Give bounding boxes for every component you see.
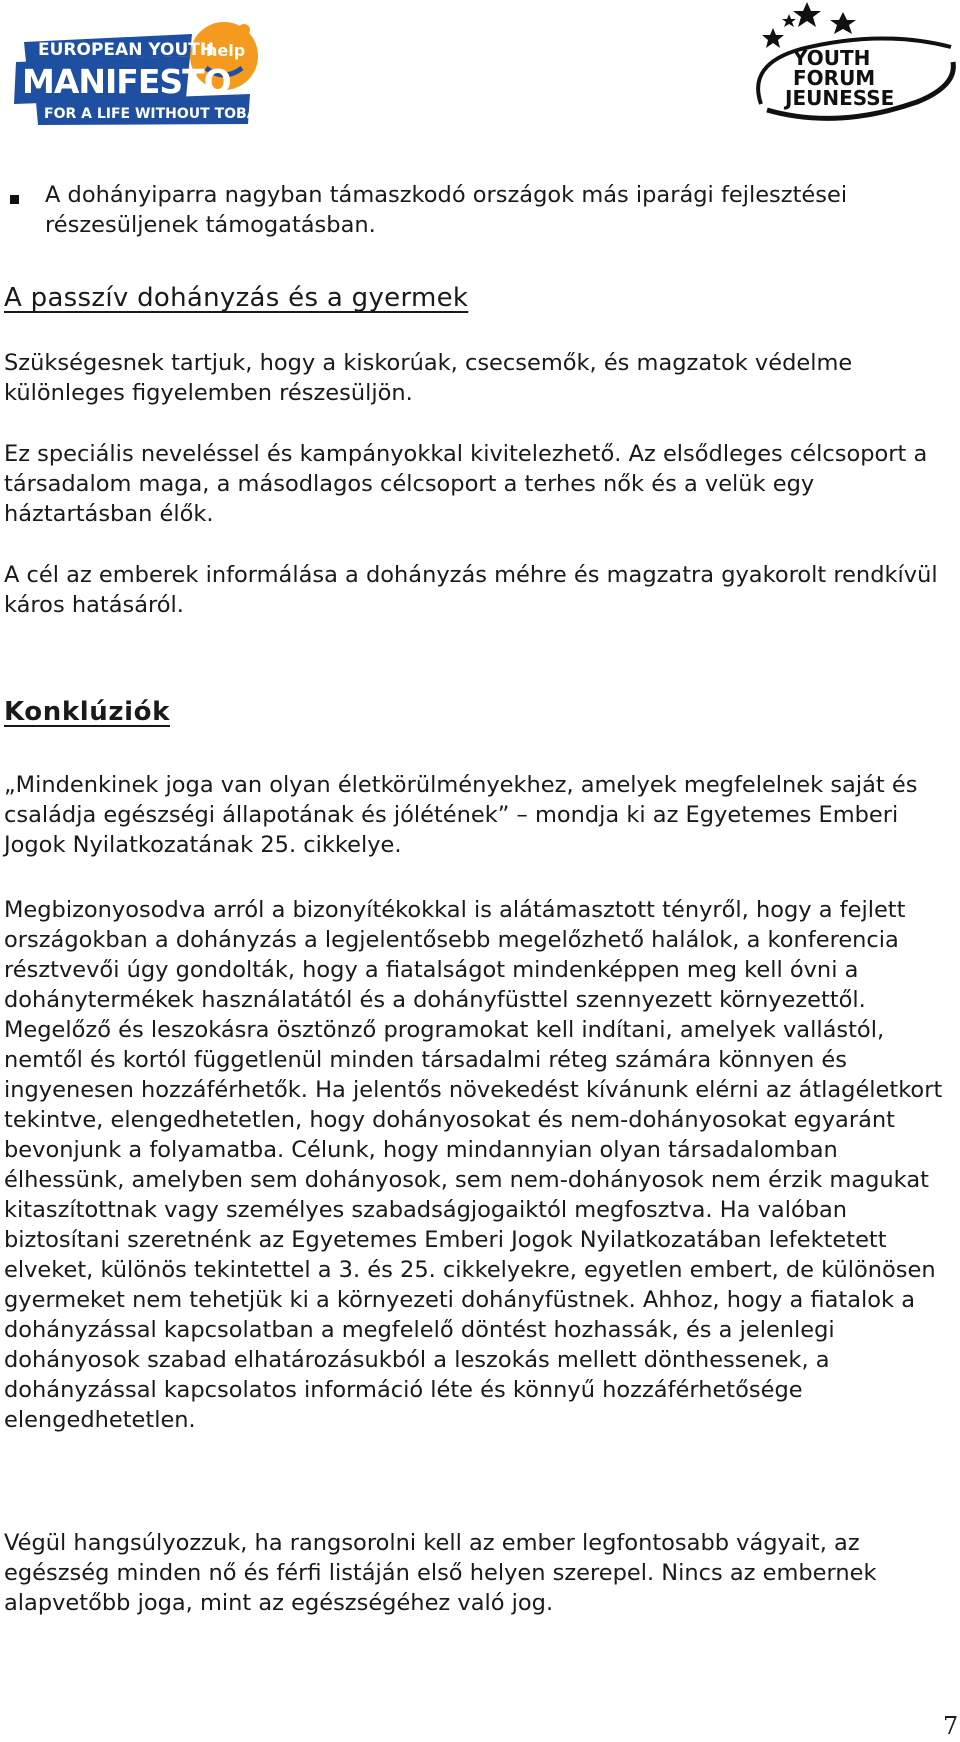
logo-left-line3: FOR A LIFE WITHOUT TOBACCO (44, 106, 290, 122)
logo-left-line1: EUROPEAN YOUTH (38, 40, 215, 60)
logo-right-line2: FORUM (793, 66, 876, 90)
logo-right-line1: YOUTH (793, 46, 871, 70)
bullet-text: A dohányiparra nagyban támaszkodó országok más iparági fejlesztései részesüljenek támogatásban. (45, 182, 848, 238)
square-bullet-icon (10, 195, 19, 204)
logo-right-line3: JEUNESSE (785, 86, 895, 110)
european-youth-manifesto-logo (14, 20, 290, 125)
paragraph: Szükségesnek tartjuk, hogy a kiskorúak, csecsemők, és magzatok védelme különleges figyelemben részesüljön. (4, 350, 853, 406)
logo-left-line2: MANIFESTO (22, 62, 231, 101)
page-number: 7 (943, 1712, 959, 1740)
paragraph: Ez speciális neveléssel és kampányokkal kivitelezhető. Az elsődleges célcsoport a társadalom maga, a másodlagos célcsoport a terhes nők és a velük egy háztartásban élők. (4, 441, 928, 527)
section-heading-passive-smoking: A passzív dohányzás és a gyermek (4, 283, 469, 313)
paragraph: Megbizonyosodva arról a bizonyítékokkal is alátámasztott tényről, hogy a fejlett országokban a dohányzás a legjelentősebb megelőzhető halálok, a konferencia résztvevői úgy gondolták, hogy a fiatalságot mindenképpen meg kell óvni a dohánytermékek használatától és a dohányfüsttel szennyezett környezettől. Megelőző és leszokásra ösztönző programokat kell indítani, amelyek vallástól, nemtől és kortól függetlenül minden társadalmi réteg számára könnyen és ingyenesen hozzáférhetők. Ha jelentős növekedést kívánunk elérni az átlagéletkort tekintve, elengedhetetlen, hogy dohányosokat és nem-dohányosokat egyaránt bevonjunk a folyamatba. Célunk, hogy mindannyian olyan társadalomban élhessünk, amelyben sem dohányosok, sem nem-dohányosok nem érzik magukat kitaszítottnak vagy személyes szabadságjogaiktól megfosztva. Ha valóban biztosítani szeretnénk az Egyetemes Emberi Jogok Nyilatkozatában lefektetett elveket, különös tekintettel a 3. és 25. cikkelyekre, egyetlen embert, de különösen gyermeket nem tehetjük ki a környezeti dohányfüstnek. Ahhoz, hogy a fiatalok a dohányzással kapcsolatban a megfelelő döntést hozhassák, és a jelenlegi dohányosok szabad elhatározásukból a leszokás mellett dönthessenek, a dohányzással kapcsolatos információ léte és könnyű hozzáférhetősége elengedhetetlen. (4, 897, 943, 1433)
quote-paragraph: „Mindenkinek joga van olyan életkörülményekhez, amelyek megfelelnek saját és családja egészségi állapotának és jólétének” – mondja ki az Egyetemes Emberi Jogok Nyilatkozatának 25. cikkelye. (4, 772, 918, 858)
section-heading-conclusions: Konklúziók (4, 697, 170, 727)
youth-forum-jeunesse-logo (755, 0, 955, 128)
paragraph: Végül hangsúlyozzuk, ha rangsorolni kell az ember legfontosabb vágyait, az egészség minden nő és férfi listáján első helyen szerepel. Nincs az embernek alapvetőbb joga, mint az egészségéhez való jog. (4, 1530, 877, 1616)
logo-left-badge: help (206, 41, 246, 60)
paragraph: A cél az emberek informálása a dohányzás méhre és magzatra gyakorolt rendkívül káros hatásáról. (4, 562, 938, 618)
